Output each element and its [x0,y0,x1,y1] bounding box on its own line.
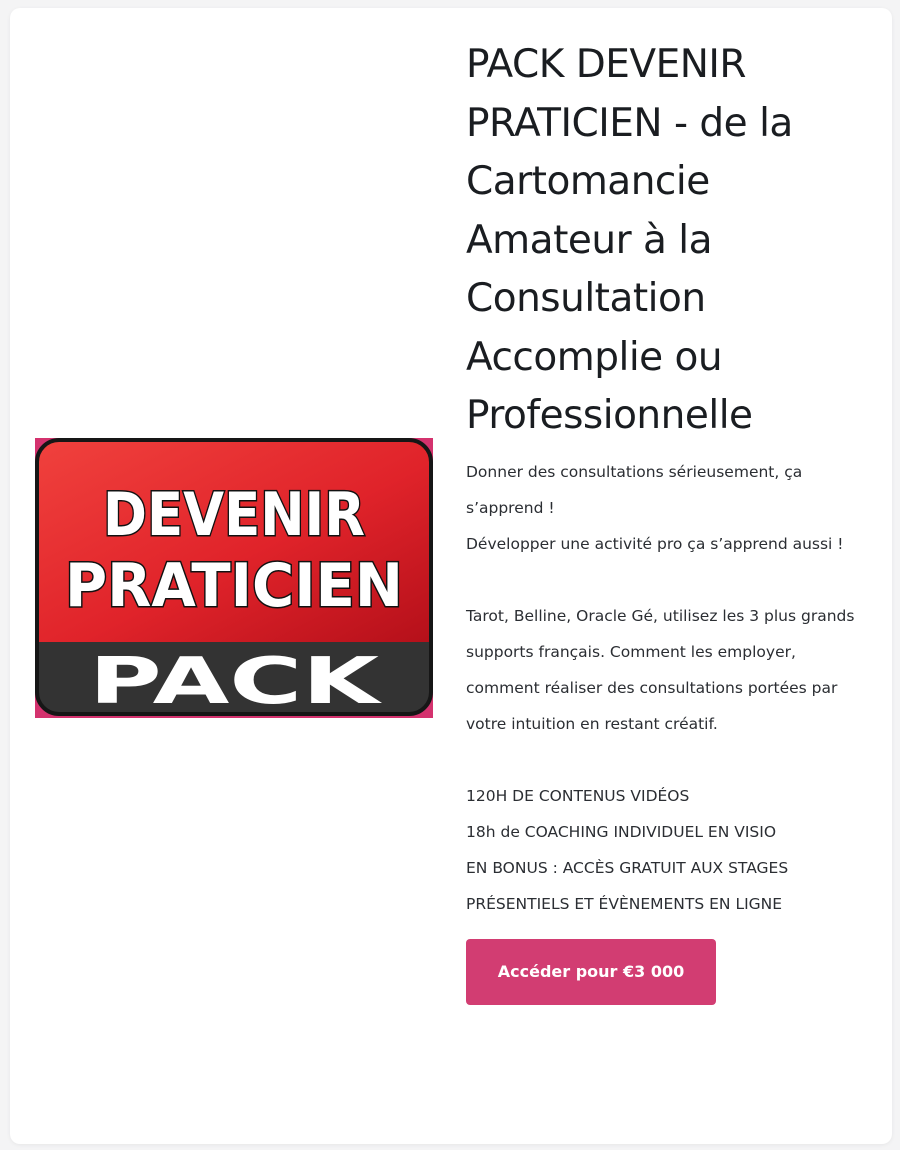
description-line: Développer une activité pro ça s’apprend aussi ! [466,534,844,553]
pack-badge-graphic [35,438,433,718]
badge-line-pack: PACK [89,645,383,718]
description-line: 120H DE CONTENUS VIDÉOS [466,786,690,805]
product-card [10,8,892,1144]
product-description [466,454,866,922]
description-spacer [466,562,866,598]
description-line: 18h de COACHING INDIVIDUEL EN VISIO [466,822,777,841]
badge-line-devenir: DEVENIR [103,480,365,550]
access-purchase-button[interactable]: Accéder pour €3 000 [466,939,716,1005]
product-image[interactable] [35,438,433,718]
description-spacer [466,742,866,778]
product-details [466,36,866,1005]
description-line: Tarot, Belline, Oracle Gé, utilisez les 3 plus grands supports français. Comment les employer, comment réaliser des consultations portées par votre intuition en restant créatif. [466,606,855,733]
description-line: Donner des consultations sérieusement, ça s’apprend ! [466,462,803,517]
product-title: PACK DEVENIR PRATICIEN - de la Cartomancie Amateur à la Consultation Accomplie ou Professionnelle [466,42,793,438]
badge-line-praticien: PRATICIEN [65,551,403,621]
description-line: EN BONUS : ACCÈS GRATUIT AUX STAGES PRÉSENTIELS ET ÉVÈNEMENTS EN LIGNE [466,858,789,913]
